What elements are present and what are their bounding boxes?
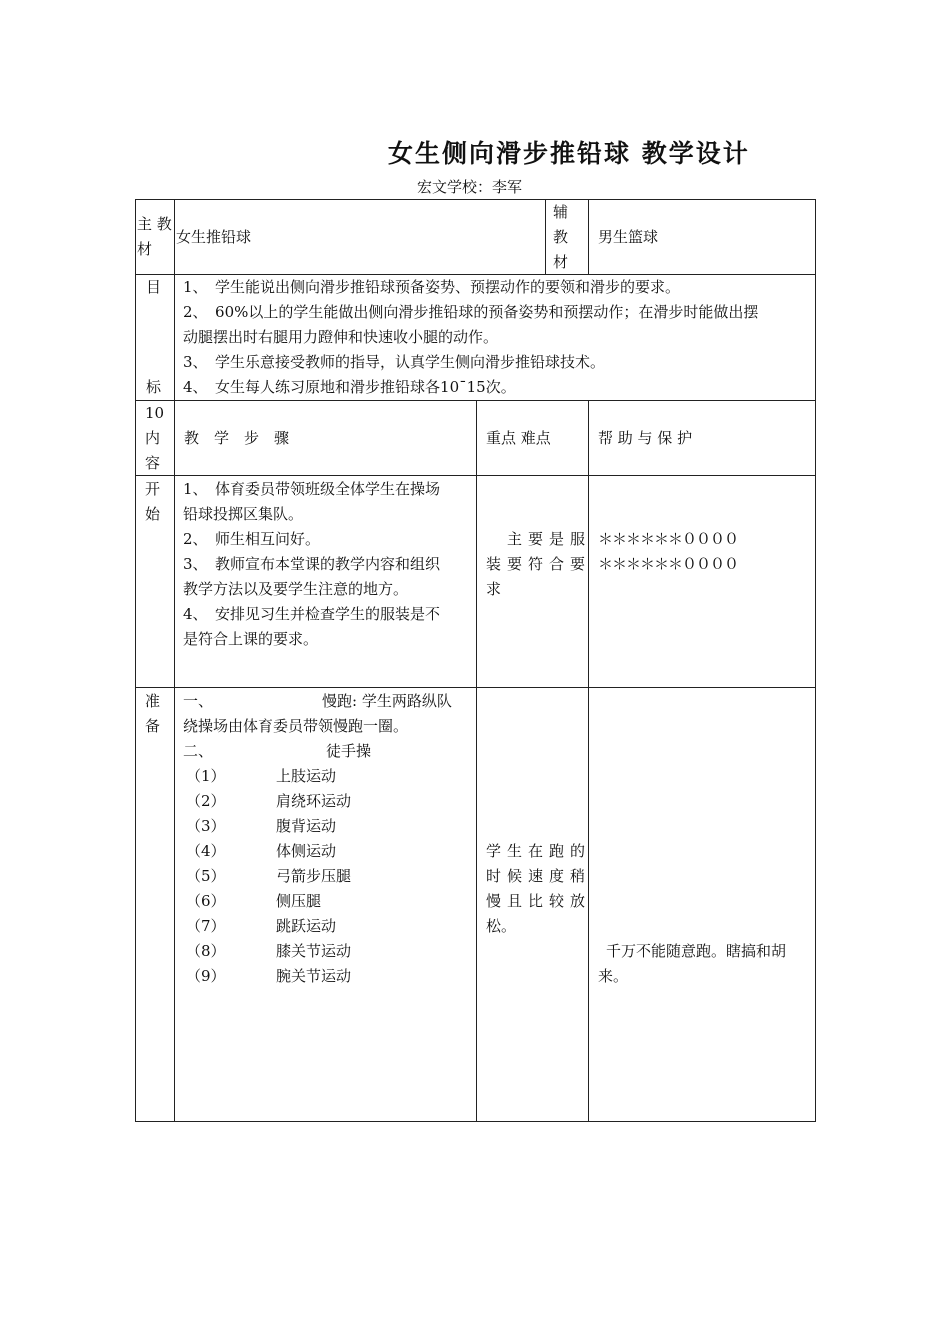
objectives-label: 标 (146, 378, 162, 396)
help-header: 帮 助 与 保 护 (598, 429, 693, 447)
exercise-num: （7） (186, 917, 226, 935)
exercise-num: （3） (186, 817, 226, 835)
prep-help-note: 千万不能随意跑。瞎搞和胡 (606, 942, 787, 960)
exercise-num: （5） (186, 867, 226, 885)
aux-material-label: 材 (553, 253, 569, 271)
column-divider (476, 400, 477, 1122)
aux-material-value: 男生篮球 (598, 228, 659, 246)
jog-text: 慢跑: 学生两路纵队 (322, 692, 452, 710)
exercise-name: 跳跃运动 (276, 917, 337, 935)
content-label: 容 (145, 454, 161, 472)
exercise-title: 徒手操 (326, 742, 372, 760)
exercise-num: （2） (186, 792, 226, 810)
exercise-name: 体侧运动 (276, 842, 337, 860)
content-label: 内 (145, 429, 161, 447)
column-divider (588, 199, 589, 275)
content-label: 10 (145, 404, 165, 422)
objective-item: 2、 60%以上的学生能做出侧向滑步推铅球的预备姿势和预摆动作；在滑步时能做出摆 (183, 303, 759, 321)
main-material-value: 女生推铅球 (176, 228, 252, 246)
exercise-number: 二、 (183, 742, 214, 760)
start-step: 2、 师生相互问好。 (183, 530, 321, 548)
prep-key-point: 学生在跑的 (486, 842, 592, 860)
jog-text: 绕操场由体育委员带领慢跑一圈。 (183, 717, 409, 735)
objective-item: 动腿摆出时右腿用力蹬伸和快速收小腿的动作。 (183, 328, 499, 346)
start-label: 开 (145, 480, 161, 498)
exercise-num: （8） (186, 942, 226, 960)
start-label: 始 (145, 505, 161, 523)
objectives-label: 目 (146, 278, 162, 296)
table-border-top (135, 199, 816, 200)
school-author: 宏文学校：李军 (417, 178, 523, 196)
formation-line: ＊＊＊＊＊＊００００ (598, 530, 739, 548)
start-step: 3、 教师宣布本堂课的教学内容和组织 (183, 555, 441, 573)
objective-item: 4、 女生每人练习原地和滑步推铅球各10¯15次。 (183, 378, 516, 396)
exercise-num: （6） (186, 892, 226, 910)
prep-key-point: 慢且比较放 (486, 892, 592, 910)
start-step: 1、 体育委员带领班级全体学生在操场 (183, 480, 441, 498)
aux-material-label: 辅 (553, 203, 569, 221)
start-key-point: 装要符合要 (486, 555, 592, 573)
exercise-num: （1） (186, 767, 226, 785)
prep-help-note: 来。 (598, 967, 629, 985)
exercise-name: 膝关节运动 (276, 942, 352, 960)
prep-key-point: 松。 (486, 917, 517, 935)
objective-item: 1、 学生能说出侧向滑步推铅球预备姿势、预摆动作的要领和滑步的要求。 (183, 278, 681, 296)
start-step: 铅球投掷区集队。 (183, 505, 304, 523)
column-divider (545, 199, 546, 275)
key-points-header: 重点 难点 (486, 429, 551, 447)
start-step: 是符合上课的要求。 (183, 630, 319, 648)
main-material-label: 主 教 (137, 215, 172, 233)
prep-label: 备 (145, 717, 161, 735)
document-title: 女生侧向滑步推铅球 教学设计 (388, 139, 750, 168)
column-divider (174, 199, 175, 1122)
exercise-name: 上肢运动 (276, 767, 337, 785)
exercise-name: 腹背运动 (276, 817, 337, 835)
exercise-num: （4） (186, 842, 226, 860)
exercise-name: 侧压腿 (276, 892, 322, 910)
exercise-name: 肩绕环运动 (276, 792, 352, 810)
objective-item: 3、 学生乐意接受教师的指导，认真学生侧向滑步推铅球技术。 (183, 353, 606, 371)
exercise-num: （9） (186, 967, 226, 985)
start-key-point: 求 (486, 580, 502, 598)
table-border-left (135, 199, 136, 1122)
exercise-name: 弓箭步压腿 (276, 867, 352, 885)
exercise-name: 腕关节运动 (276, 967, 352, 985)
prep-label: 准 (145, 692, 161, 710)
aux-material-label: 教 (553, 228, 569, 246)
steps-header: 教 学 步 骤 (184, 429, 290, 447)
formation-line: ＊＊＊＊＊＊００００ (598, 555, 739, 573)
start-key-point: 主要是服 (507, 530, 592, 548)
start-step: 4、 安排见习生并检查学生的服装是不 (183, 605, 441, 623)
table-border-right (815, 199, 816, 1122)
column-divider (588, 400, 589, 1122)
main-material-label: 材 (137, 240, 153, 258)
prep-key-point: 时候速度稍 (486, 867, 592, 885)
jog-number: 一、 (183, 692, 214, 710)
start-step: 教学方法以及要学生注意的地方。 (183, 580, 409, 598)
